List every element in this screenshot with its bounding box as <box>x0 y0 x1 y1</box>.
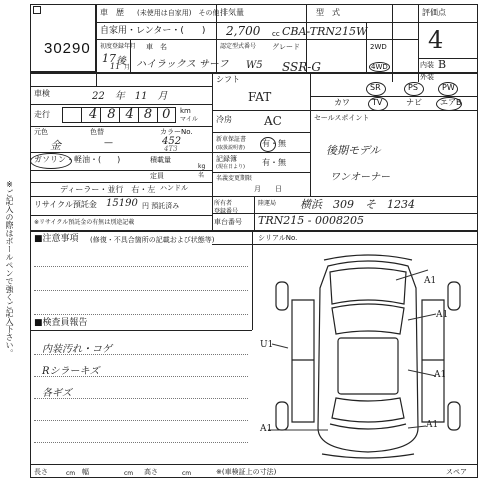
color-label: 色替 <box>90 128 104 136</box>
record-label: 記録簿 <box>216 155 237 163</box>
side-note: ※ご記入の際はボールペンで強くご記入下さい。 <box>5 180 14 357</box>
handle-label: ハンドル <box>160 184 188 192</box>
damage-mark-2: A1 <box>436 310 449 320</box>
dealer-options: ディーラー・並行 右・左 <box>60 185 156 194</box>
registration-year: 17 <box>102 52 116 65</box>
damage-mark-6: A1 <box>260 424 273 434</box>
car-name: ハイラックス サーフ <box>136 59 229 70</box>
report-line-4 <box>34 420 248 421</box>
report-line-3 <box>34 398 248 399</box>
aircon-value: AC <box>264 114 282 128</box>
length-label: 長さ <box>34 468 48 476</box>
grade-label: 評価点 <box>422 8 446 17</box>
color-value: 金 <box>50 139 61 152</box>
recycle-label: リサイクル預託金 <box>34 200 97 209</box>
model-code-label: 型 式 <box>316 8 340 17</box>
report-line-5 <box>34 442 248 443</box>
score-line <box>418 58 478 59</box>
kg-label: kg <box>198 163 206 170</box>
row-line-1 <box>96 22 478 23</box>
equip-circle-sr <box>366 82 386 96</box>
equip-sr: SR <box>370 83 381 92</box>
notes-line-2 <box>34 290 248 291</box>
fuel-circle-icon <box>30 153 72 169</box>
spec-line-1 <box>212 110 310 111</box>
warranty-label: 新車保証書 <box>216 136 247 143</box>
mileage-sep-1 <box>81 107 82 123</box>
height-cm: cm <box>182 470 192 477</box>
cargo-label: 積載量 <box>150 156 171 164</box>
plate-current-label: 登録番号 <box>214 208 239 215</box>
row-line-6 <box>30 126 212 127</box>
length-cm: cm <box>66 470 76 477</box>
selling-point-2: ワンオーナー <box>330 172 390 183</box>
reg-divider <box>130 39 131 72</box>
col-line-a <box>96 4 97 86</box>
registration-month: 11 <box>110 62 121 71</box>
row-line-9 <box>30 182 212 183</box>
equip-pw: PW <box>442 83 455 92</box>
equip-navi: ナビ <box>406 98 422 107</box>
col-line-f <box>418 4 419 82</box>
col-line-mid <box>212 72 213 230</box>
color-no-value: 452 <box>162 136 182 147</box>
color-no-label: カラーNo. <box>160 128 193 136</box>
col-line-right <box>310 72 311 196</box>
recycle-value: 15190 <box>106 198 138 209</box>
report-line-1 <box>34 354 248 355</box>
report-line-2 <box>34 376 248 377</box>
aircon-label: 冷房 <box>216 115 232 124</box>
car-usage: 自家用・レンター・( ) <box>100 26 206 36</box>
color-no-value-2: 4T3 <box>164 145 178 153</box>
lot-number-prefix <box>33 6 42 15</box>
grade-value: SSR-G <box>282 60 321 74</box>
report-top-line <box>30 330 252 331</box>
seats-unit: 名 <box>198 172 205 179</box>
checkbox-icon <box>33 6 41 14</box>
interior-score: B <box>438 58 447 71</box>
name-change-label: 名義変更期限 <box>216 175 253 182</box>
width-cm: cm <box>124 470 134 477</box>
inspector-title: ■検査員報告 <box>34 318 88 328</box>
damage-mark-5: U1 <box>260 340 274 350</box>
name-change-value: 月 日 <box>254 185 282 193</box>
month-label: 月 <box>124 64 131 71</box>
equip-ps: PS <box>408 83 418 92</box>
inspection-label: 車検 <box>34 89 50 98</box>
interior-label: 内装 <box>420 61 434 69</box>
height-label: 高さ <box>144 468 158 476</box>
door-count: W5 <box>246 60 263 71</box>
footer-line <box>30 464 478 465</box>
notes-right-border <box>252 230 253 330</box>
drive-4wd: 4WD <box>371 63 388 71</box>
certified-label: 認定型式番号 <box>220 43 257 50</box>
notes-line-3 <box>34 314 248 315</box>
inspector-line-1: 内装汚れ・コゲ <box>42 344 112 355</box>
km-label: km <box>180 107 191 115</box>
spec-line-3 <box>212 152 310 153</box>
equip-tv: TV <box>372 98 383 107</box>
spare-label: スペア <box>446 468 467 476</box>
record-sub: (現在日より) <box>216 164 245 170</box>
inspector-line-2: Rシラーキズ <box>42 366 100 377</box>
car-diagram <box>268 252 468 462</box>
fuel-options: ガソリン・軽油・( ) <box>34 155 121 164</box>
overall-score: 4 <box>428 26 444 54</box>
vin-value: TRN215 - 0008205 <box>258 214 364 227</box>
equip-airbag: エアB <box>440 98 462 107</box>
car-name-label: 車 名 <box>146 43 167 51</box>
drive-2wd: 2WD <box>370 43 387 51</box>
row-line-8 <box>30 170 212 171</box>
displacement-label: 排気量 <box>220 8 244 17</box>
width-label: 幅 <box>82 468 89 476</box>
exterior-label: 外装 <box>420 73 434 81</box>
equip-circle-pw <box>438 82 458 96</box>
lot-number: 30290 <box>44 40 91 57</box>
spec-line-2 <box>212 132 310 133</box>
shift-label: シフト <box>216 75 240 84</box>
warranty-value: 有・無 <box>262 139 286 148</box>
selling-point-1: 後期モデル <box>326 144 381 157</box>
warranty-circle-icon <box>260 137 276 152</box>
equip-leather: カワ <box>334 98 350 107</box>
model-code: CBA-TRN215W <box>282 25 368 38</box>
cc-label: cc <box>272 30 280 38</box>
grade-field-label: グレード <box>272 43 300 51</box>
notes-subtitle: (修復・不具合箇所の記載および状態等) <box>90 236 215 244</box>
row-line-3 <box>30 72 478 74</box>
col-line-e <box>392 4 393 82</box>
mileage-label: 走行 <box>34 110 50 119</box>
original-color-label: 元色 <box>34 128 48 136</box>
row-line-11 <box>30 215 212 216</box>
notes-title: ■注意事項 <box>34 234 79 244</box>
damage-mark-3: A1 <box>434 370 447 380</box>
selling-points-label: セールスポイント <box>314 114 370 122</box>
spec-line-4 <box>212 172 310 173</box>
equip-circle-airbag <box>436 97 462 111</box>
plate-value: 横浜 309 そ 1234 <box>300 198 415 211</box>
dimension-note: ※(車検証上の寸法) <box>216 468 277 476</box>
inspector-line-3: 各ギズ <box>42 388 72 399</box>
displacement-value: 2,700 <box>226 24 261 38</box>
model-suffix: 後 <box>116 56 126 67</box>
row-line-12 <box>30 230 478 232</box>
registration-label: 初度登録年月 <box>100 43 137 50</box>
color-dash: — <box>104 138 113 148</box>
recycle-note: ※リサイクル預託金の有無は別途記載 <box>34 219 135 226</box>
car-history-label: 車 歴 <box>100 8 124 17</box>
mileage-value: 48480 <box>89 107 181 122</box>
damage-mark-1: A1 <box>424 276 437 286</box>
serial-label: シリアルNo. <box>258 234 298 242</box>
warranty-sub: (取扱説明書) <box>216 145 245 151</box>
row-line-2 <box>96 39 418 40</box>
car-history-options: (未使用は自家用) その他 <box>137 9 220 17</box>
seats-label: 定員 <box>150 172 164 180</box>
owner-label: 所有者 <box>214 200 233 207</box>
shift-value: FAT <box>248 90 272 104</box>
recycle-unit: 円 預託済み <box>142 202 180 210</box>
damage-mark-4: A1 <box>426 420 439 430</box>
inspection-value: 22 年 11 月 <box>92 91 168 102</box>
plate-col-1 <box>254 196 255 230</box>
row-line-5 <box>30 104 212 105</box>
notes-line-1 <box>34 266 248 267</box>
equip-circle-ps <box>404 82 424 96</box>
plate-label: 陸運局 <box>258 200 277 207</box>
vin-label: 車台番号 <box>214 218 242 226</box>
mile-label: マイル <box>180 116 198 123</box>
record-value: 有・無 <box>262 158 286 167</box>
equip-circle-tv <box>368 97 388 111</box>
